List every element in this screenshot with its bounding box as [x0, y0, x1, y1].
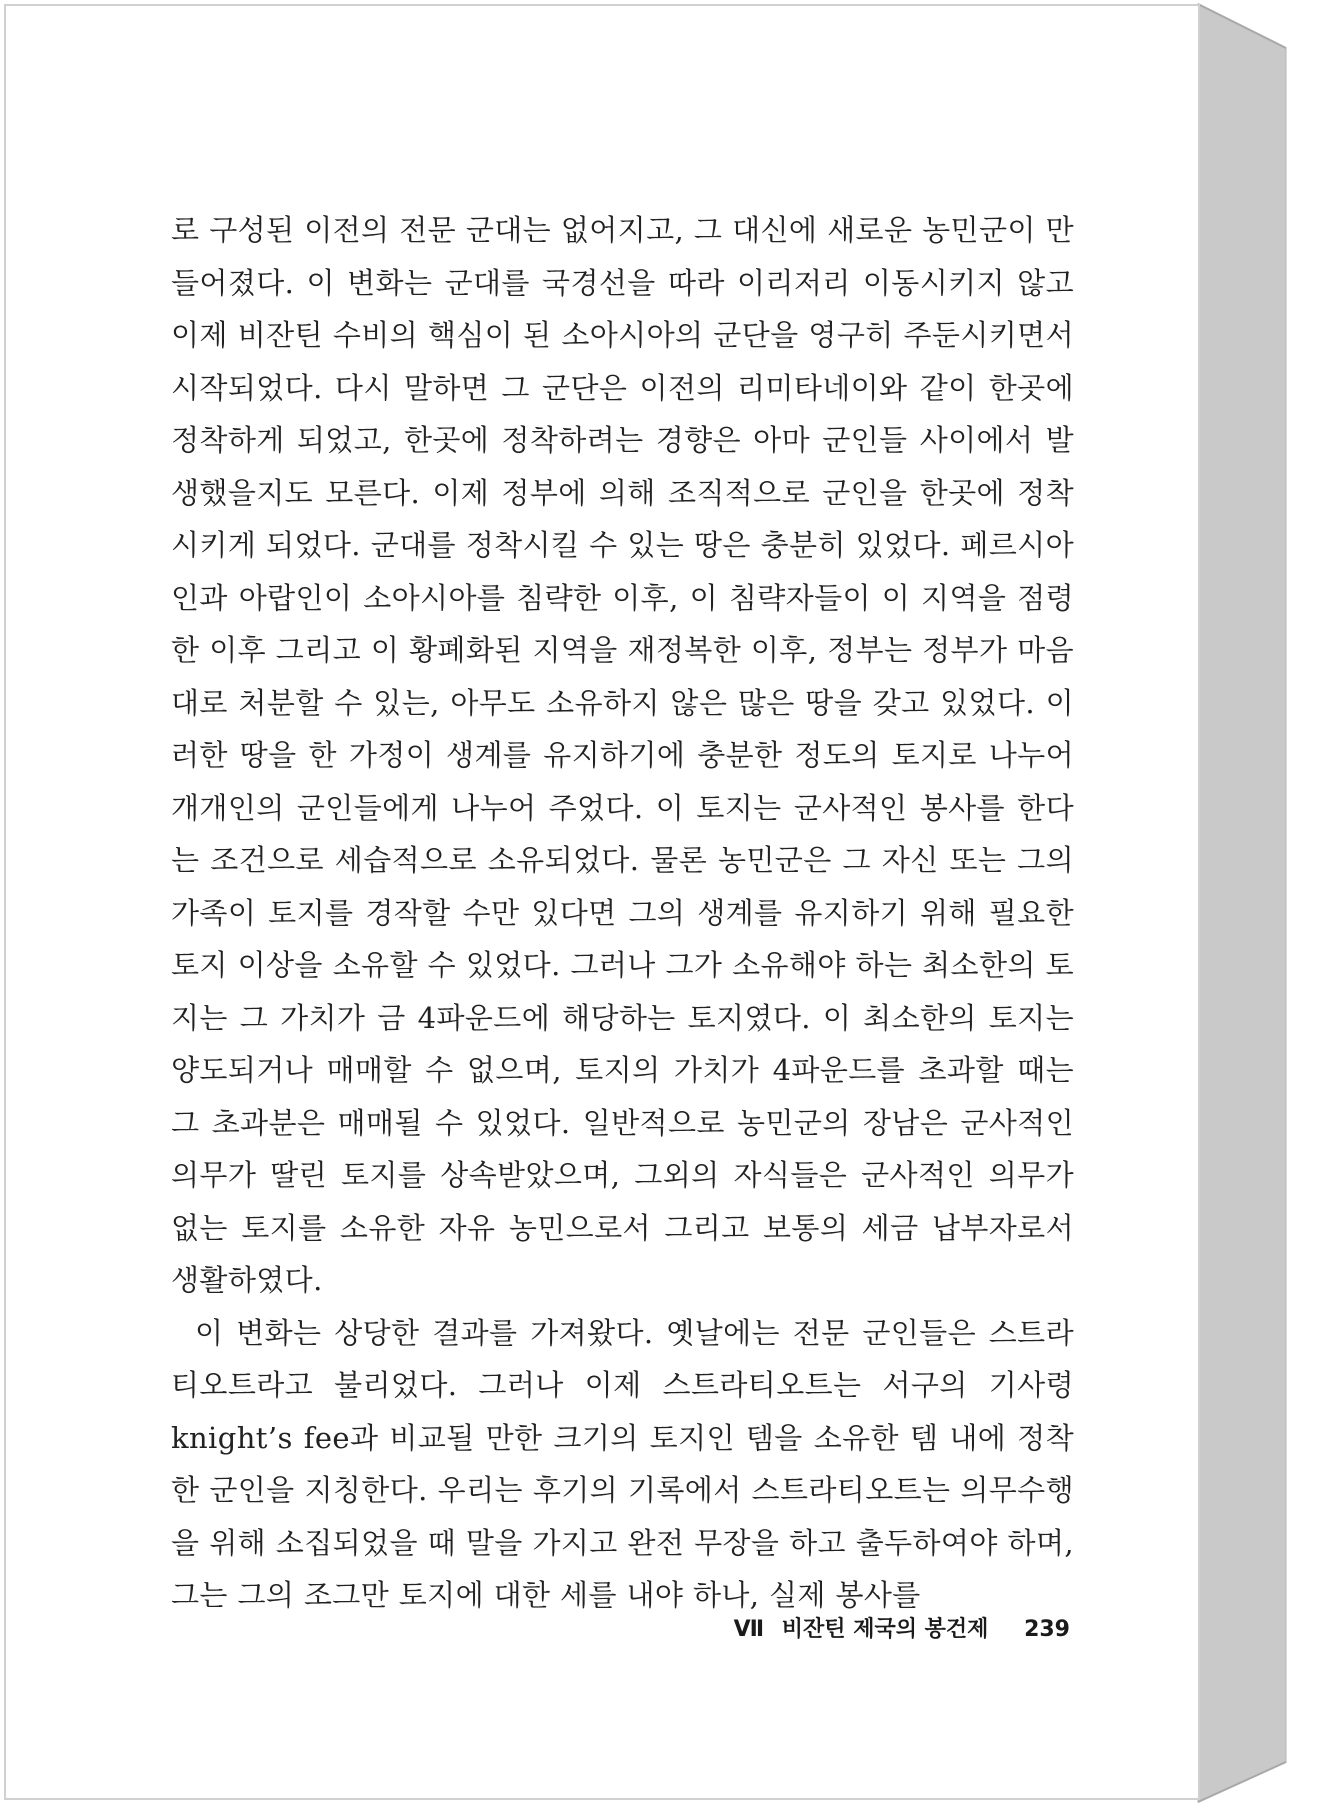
chapter-title: 비잔틴 제국의 봉건제	[781, 1617, 989, 1642]
document-page	[4, 4, 1200, 1800]
page-number: 239	[1024, 1617, 1070, 1642]
running-footer	[734, 1612, 1070, 1643]
paragraph-1: 로 구성된 이전의 전문 군대는 없어지고, 그 대신에 새로운 농민군이 만들어졌다. 이 변화는 군대를 국경선을 따라 이리저리 이동시키지 않고 이제 비잔틴 수비의 핵심이 된 소아시아의 군단을 영구히 주둔시키면서 시작되었다. 다시 말하면 그 군단은 이전의 리미타네이와 같이 한곳에 정착하게 되었고, 한곳에 정착하려는 경향은 아마 군인들 사이에서 발생했을지도 모른다. 이제 정부에 의해 조직적으로 군인을 한곳에 정착시키게 되었다. 군대를 정착시킬 수 있는 땅은 충분히 있었다. 페르시아인과 아랍인이 소아시아를 침략한 이후, 이 침략자들이 이 지역을 점령한 이후 그리고 이 황폐화된 지역을 재정복한 이후, 정부는 정부가 마음대로 처분할 수 있는, 아무도 소유하지 않은 많은 땅을 갖고 있었다. 이러한 땅을 한 가정이 생계를 유지하기에 충분한 정도의 토지로 나누어 개개인의 군인들에게 나누어 주었다. 이 토지는 군사적인 봉사를 한다는 조건으로 세습적으로 소유되었다. 물론 농민군은 그 자신 또는 그의 가족이 토지를 경작할 수만 있다면 그의 생계를 유지하기 위해 필요한 토지 이상을 소유할 수 있었다. 그러나 그가 소유해야 하는 최소한의 토지는 그 가치가 금 4파운드에 해당하는 토지였다. 이 최소한의 토지는 양도되거나 매매할 수 없으며, 토지의 가치가 4파운드를 초과할 때는 그 초과분은 매매될 수 있었다. 일반적으로 농민군의 장남은 군사적인 의무가 딸린 토지를 상속받았으며, 그외의 자식들은 군사적인 의무가 없는 토지를 소유한 자유 농민으로서 그리고 보통의 세금 납부자로서 생활하였다.	[171, 213, 1074, 1297]
paragraph-2: 이 변화는 상당한 결과를 가져왔다. 옛날에는 전문 군인들은 스트라티오트라고 불리었다. 그러나 이제 스트라티오트는 서구의 기사령 knight’s fee과 비교될 만한 크기의 토지인 템을 소유한 템 내에 정착한 군인을 지칭한다. 우리는 후기의 기록에서 스트라티오트는 의무수행을 위해 소집되었을 때 말을 가지고 완전 무장을 하고 출두하여야 하며, 그는 그의 조그만 토지에 대한 세를 내야 하나, 실제 봉사를	[171, 1315, 1074, 1612]
chapter-numeral: Ⅶ	[733, 1617, 765, 1642]
body-text	[171, 204, 1074, 1622]
